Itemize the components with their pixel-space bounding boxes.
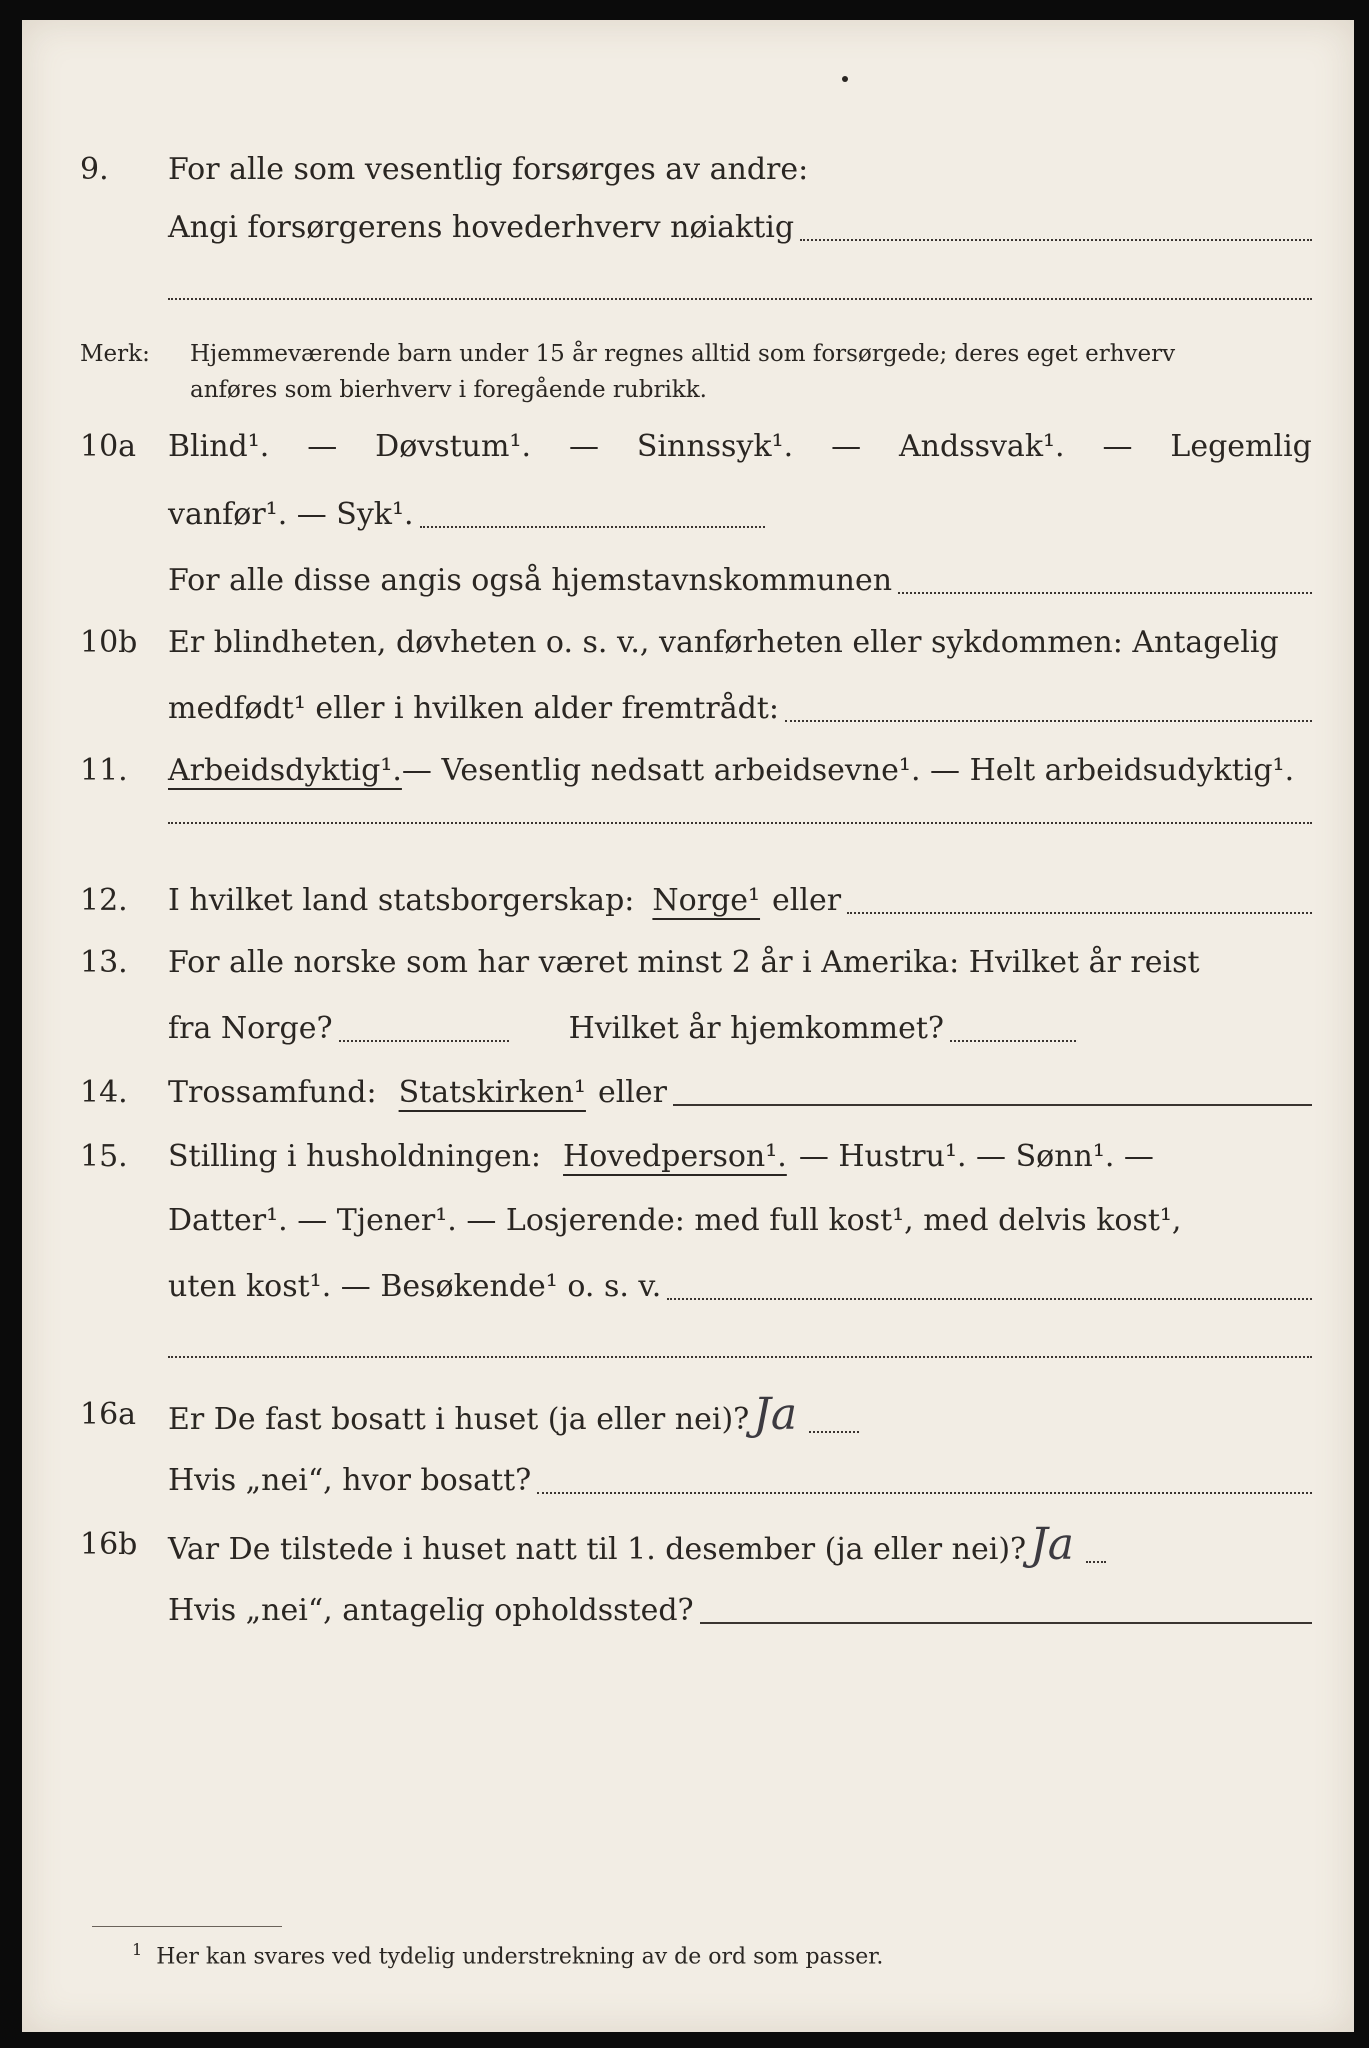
question-number: 14. [80,1075,128,1110]
answer-line[interactable] [898,590,1312,594]
dash: — [831,429,862,464]
question-13 [22,938,1354,988]
footnote-text: Her kan svares ved tydelig understrekning av de ord som passer. [156,1944,884,1970]
dash: — [568,429,599,464]
answer-line[interactable] [673,1102,1312,1106]
question-14 [22,1068,1354,1118]
question-16b-line-2 [22,1586,1354,1636]
question-10b [22,618,1354,668]
question-16a [22,1390,1354,1440]
question-text: Hvis „nei“, hvor bosatt? [168,1463,532,1498]
question-10a-line-2 [22,490,1354,540]
question-number: 11. [80,753,128,788]
footnote-rule [92,1926,282,1927]
question-text: Hvilket år hjemkommet? [568,1011,945,1046]
question-10b-line-2 [22,684,1354,734]
question-15-line-3 [22,1262,1354,1312]
question-text: I hvilket land statsborgerskap: [168,883,635,918]
dash: — [307,429,338,464]
note-label: Merk: [80,341,150,367]
note-line: Hjemmeværende barn under 15 år regnes alltid som forsørgede; deres eget erhverv [190,341,1176,367]
answer-line[interactable] [168,822,1312,824]
question-number: 9. [80,152,109,187]
question-text: Var De tilstede i huset natt til 1. desember (ja eller nei)? [168,1532,1027,1567]
answer-line[interactable] [800,237,1312,241]
question-number: 10a [80,429,137,464]
option-sinnssyk[interactable]: Sinnssyk¹. [636,429,794,464]
question-text: uten kost¹. — Besøkende¹ o. s. v. [168,1269,662,1304]
question-16a-line-2 [22,1456,1354,1506]
question-number: 16a [80,1397,137,1432]
question-number: 10b [80,625,138,660]
question-9-line-2 [22,203,1354,253]
question-9 [22,145,1354,195]
answer-line[interactable] [700,1620,1312,1624]
footnote [132,1940,883,1969]
answer-line[interactable] [785,718,1312,722]
question-number: 12. [80,883,128,918]
question-number: 15. [80,1139,128,1174]
question-text: eller [597,1075,667,1110]
option-andssvak[interactable]: Andssvak¹. [899,429,1065,464]
question-10a-line-3 [22,556,1354,606]
question-text: Trossamfund: [168,1075,377,1110]
answer-line[interactable] [667,1296,1312,1300]
question-text: eller [772,883,842,918]
option-dovstum[interactable]: Døvstum¹. [375,429,532,464]
ink-spot [842,76,848,82]
question-15 [22,1132,1354,1182]
option-norge-underlined[interactable]: Norge¹ [652,883,761,918]
answer-line[interactable] [537,1490,1312,1494]
question-text: For alle som vesentlig forsørges av andre: [168,152,809,187]
handwritten-answer: Ja [1030,1519,1074,1570]
question-12 [22,876,1354,926]
question-text: vanfør¹. — Syk¹. [168,497,414,532]
question-13-line-2 [22,1004,1354,1054]
option-statskirken-underlined[interactable]: Statskirken¹ [398,1075,586,1110]
question-16b [22,1520,1354,1570]
question-text: Datter¹. — Tjener¹. — Losjerende: med full kost¹, med delvis kost¹, [168,1203,1182,1238]
question-text: Stilling i husholdningen: [168,1139,542,1174]
question-text: fra Norge? [168,1011,333,1046]
question-text: Er blindheten, døvheten o. s. v., vanførheten eller sykdommen: Antagelig [168,625,1279,660]
question-text: For alle disse angis også hjemstavnskommunen [168,563,893,598]
question-text: medfødt¹ eller i hvilken alder fremtrådt: [168,691,779,726]
question-10a [22,422,1354,472]
question-text: For alle norske som har været minst 2 år i Amerika: Hvilket år reist [168,945,1200,980]
handwritten-answer: Ja [753,1389,798,1440]
footnote-mark: 1 [132,1940,143,1959]
option-arbeidsdyktig-underlined[interactable]: Arbeidsdyktig¹. [168,753,402,788]
answer-line[interactable] [339,1038,509,1042]
note-line: anføres som bierhverv i foregående rubrikk. [190,377,707,403]
question-text: — Vesentlig nedsatt arbeidsevne¹. — Helt arbeidsudyktig¹. [401,753,1295,788]
option-legemlig[interactable]: Legemlig [1170,429,1312,464]
question-15-line-2 [22,1196,1354,1246]
option-blind[interactable]: Blind¹. [168,429,270,464]
question-number: 13. [80,945,128,980]
answer-line[interactable] [420,524,765,528]
answer-line[interactable] [809,1429,859,1433]
answer-line[interactable] [950,1038,1076,1042]
question-text: — Hustru¹. — Sønn¹. — [798,1139,1154,1174]
answer-line[interactable] [847,910,1312,914]
question-11 [22,746,1354,796]
answer-line[interactable] [168,298,1312,300]
question-number: 16b [80,1527,138,1562]
option-hovedperson-underlined[interactable]: Hovedperson¹. [563,1139,787,1174]
census-form-page [22,20,1354,2032]
question-text: Hvis „nei“, antagelig opholdssted? [168,1593,694,1628]
answer-line[interactable] [168,1356,1312,1358]
note-text [190,336,1312,408]
dash: — [1102,429,1133,464]
question-text: Er De fast bosatt i huset (ja eller nei)? [168,1402,750,1437]
question-text: Angi forsørgerens hovederhverv nøiaktig [168,210,795,245]
answer-line[interactable] [1086,1559,1106,1563]
